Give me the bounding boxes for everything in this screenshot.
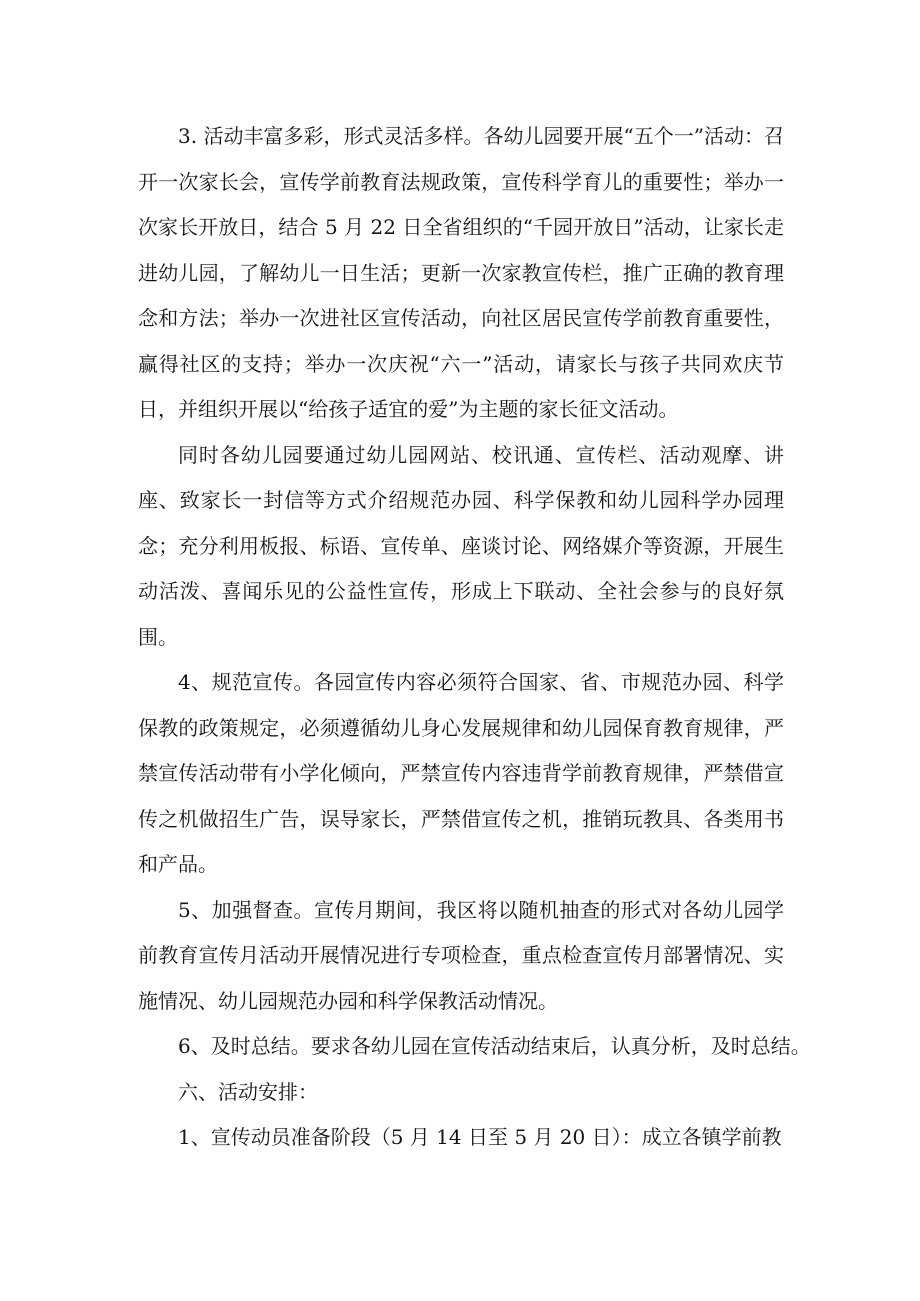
paragraph-preparation-stage: 1、宣传动员准备阶段（5 月 14 日至 5 月 20 日）：成立各镇学前教 xyxy=(178,1125,782,1149)
section-heading-activity-arrangement: 六、活动安排： xyxy=(178,1079,318,1104)
paragraph-standardize-publicity: 4、规范宣传。各园宣传内容必须符合国家、省、市规范办园、科学保教的政策规定，必须遵循幼儿身心发展规律和幼儿园保育教育规律，严禁宣传活动带有小学化倾向，严禁宣传内容违背学前教育规律，严禁借宣传之机做招生广告，误导家长，严禁借宣传之机，推销玩教具、各类用书和产品。 xyxy=(138,670,784,876)
paragraph-publicity-channels: 同时各幼儿园要通过幼儿园网站、校讯通、宣传栏、活动观摩、讲座、致家长一封信等方式介绍规范办园、科学保教和幼儿园科学办园理念；充分利用板报、标语、宣传单、座谈讨论、网络媒介等资源，开展生动活泼、喜闻乐见的公益性宣传，形成上下联动、全社会参与的良好氛围。 xyxy=(138,442,784,649)
document-body xyxy=(138,114,811,1161)
paragraph-strengthen-supervision: 5、加强督查。宣传月期间，我区将以随机抽查的形式对各幼儿园学前教育宣传月活动开展情况进行专项检查，重点检查宣传月部署情况、实施情况、幼儿园规范办园和科学保教活动情况。 xyxy=(138,897,784,1013)
paragraph-activities-rich-diverse: 3. 活动丰富多彩，形式灵活多样。各幼儿园要开展“五个一”活动：召开一次家长会，宣传学前教育法规政策，宣传科学育儿的重要性；举办一次家长开放日，结合 5 月 22 日全省组织的“千园开放日”活动，让家长走进幼儿园，了解幼儿一日生活；更新一次家教宣传栏，推广正确的教育理念和方法；举办一次进社区宣传活动，向社区居民宣传学前教育重要性，赢得社区的支持；举办一次庆祝“六一”活动，请家长与孩子共同欢庆节日，并组织开展以“给孩子适宜的爱”为主题的家长征文活动。 xyxy=(138,124,784,421)
paragraph-timely-summary: 6、及时总结。要求各幼儿园在宣传活动结束后，认真分析，及时总结。 xyxy=(178,1034,811,1058)
